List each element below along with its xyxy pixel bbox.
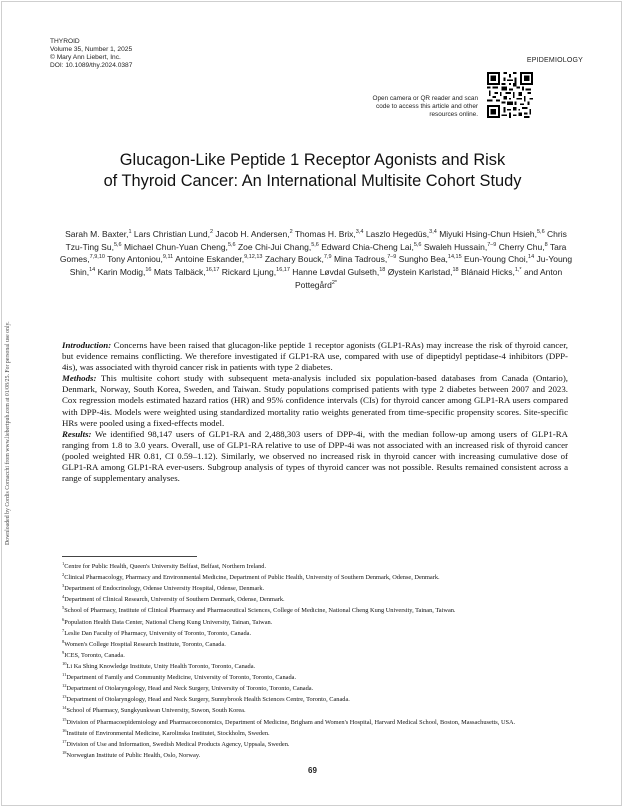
author-name: Miyuki Hsing-Chun Hsieh, (439, 228, 537, 239)
affiliation-item (62, 704, 570, 715)
author (222, 267, 290, 277)
affiliation-text: Division of Use and Information, Swedish Medical Products Agency, Uppsala, Sweden. (66, 740, 290, 748)
affiliation-text: Department of Clinical Research, University of Southern Denmark, Odense, Denmark. (64, 596, 285, 604)
author-affiliation-ref: 1,* (514, 267, 522, 274)
author (464, 254, 534, 264)
title-line-1: Glucagon-Like Peptide 1 Receptor Agonists and Risk (119, 151, 506, 169)
author-affiliation-ref: 5,6 (113, 241, 122, 248)
author-name: Laszlo Hegedüs, (365, 228, 430, 239)
author-affiliation-ref: 2* (331, 280, 338, 287)
affiliation-item (62, 727, 570, 738)
affiliation-item (62, 738, 570, 749)
affiliation-number: 7 (62, 627, 65, 633)
author-name: Zoe Chi-Jui Chang, (237, 241, 312, 252)
author (321, 242, 421, 252)
affiliation-number: 11 (62, 672, 67, 678)
author (107, 254, 173, 264)
affiliation-number: 9 (62, 649, 65, 655)
abstract-methods (62, 373, 568, 428)
author-name: Rickard Ljung, (221, 267, 277, 278)
results-text: We identified 98,147 users of GLP1-RA and 2,488,303 users of DPP-4i, with the median follow-up among users of GLP1-RA ranging from 1.8 to 3.0 years. Overall, use of GLP1-RA relative to use of DPP-4i was not associated with an increased risk of thyroid cancer (pooled weighted HR 0.81, CI 0.59–1.12). Similarly, we observed no increased risk in thyroid cancer with increasing cumulative dose of GLP1-RA among GLP1-RA ever-users. Subgroup analysis of types of thyroid cancer was not possible. Results remained consistent across a range of supplementary analyses. (62, 428, 568, 484)
affiliation-item (62, 560, 570, 571)
download-note: Downloaded by Cordis Cornacchi from www.liebertpub.com at 01/08/25. For personal use only. (5, 321, 11, 545)
author-affiliation-ref: 14 (528, 254, 535, 261)
author (424, 242, 497, 252)
abstract-results (62, 429, 568, 484)
affiliation-number: 10 (62, 660, 67, 666)
author-name: Karin Modig, (97, 267, 146, 278)
abstract-introduction (62, 340, 568, 373)
author-affiliation-ref: 2 (209, 229, 214, 235)
author (366, 229, 437, 239)
author-name: Hanne Løvdal Gulseth, (292, 267, 380, 278)
author-name: Tony Antoniou, (107, 254, 163, 265)
affiliation-text: Women's College Hospital Research Institute, Toronto, Canada. (64, 640, 226, 648)
author-name: Øystein Karlstad, (387, 267, 453, 278)
affiliation-item (62, 693, 570, 704)
author-affiliation-ref: 16 (145, 267, 152, 274)
author (238, 242, 319, 252)
author-affiliation-ref: 18 (452, 267, 459, 274)
affiliation-text: Centre for Public Health, Queen's University Belfast, Belfast, Northern Ireland. (64, 563, 267, 571)
author-name: Blánaid Hicks, (460, 267, 515, 278)
author-affiliation-ref: 5,6 (536, 229, 545, 235)
author-name: Mats Talbäck, (153, 267, 206, 278)
author-affiliation-ref: 7–9 (387, 254, 397, 261)
author-affiliation-ref: 1 (128, 229, 132, 235)
author (154, 267, 220, 277)
affiliation-number: 8 (62, 638, 65, 644)
affiliation-text: Department of Otolaryngology, Head and Neck Surgery, University of Toronto, Toronto, Canada. (66, 685, 314, 693)
author-name: Tara Gomes, (59, 241, 567, 265)
affiliation-number: 17 (62, 738, 67, 744)
affiliation-number: 14 (62, 705, 67, 711)
affiliation-text: Clinical Pharmacology, Pharmacy and Environmental Medicine, Department of Public Health, University of Southern Denmark, Odense, Denmark. (64, 574, 440, 582)
page-number: 69 (308, 766, 317, 775)
affiliation-number: 4 (62, 594, 65, 600)
author-affiliation-ref: 14 (89, 267, 96, 274)
author-name: and Anton Pottegård (294, 267, 563, 291)
title-line-2: of Thyroid Cancer: An International Multisite Cohort Study (103, 172, 522, 190)
footnote-rule (62, 556, 197, 557)
journal-name: THYROID (50, 38, 80, 45)
affiliation-text: Norwegian Institute of Public Health, Oslo, Norway. (66, 751, 201, 759)
author-affiliation-ref: 3,4 (429, 229, 437, 235)
introduction-label: Introduction: (62, 340, 112, 350)
author (295, 229, 364, 239)
affiliation-item (62, 582, 570, 593)
author-affiliation-ref: 14,15 (447, 254, 462, 261)
author (499, 242, 548, 252)
qr-caption: Open camera or QR reader and scan code to access this article and other resources online. (372, 95, 478, 119)
affiliation-text: Department of Endocrinology, Odense University Hospital, Odense, Denmark. (64, 585, 265, 593)
author-affiliation-ref: 7–9 (487, 241, 497, 248)
author (65, 229, 131, 239)
author-name: Edward Chia-Cheng Lai, (321, 241, 414, 252)
author (439, 229, 544, 239)
article-title (40, 150, 585, 192)
affiliation-item (62, 616, 570, 627)
affiliation-text: ICES, Toronto, Canada. (64, 651, 125, 659)
methods-text: This multisite cohort study with subsequent meta-analysis included six population-based databases from Canada (Ontario), Denmark, Norway, South Korea, Sweden, and Taiwan. Study populations comprised patients with type 2 diabetes between 2007 and 2023. Cox regression models estimated hazard ratios (HR) and 95% confidence intervals (CIs) for thyroid cancer among GLP1-RA users compared with DPP-4is. Models were weighted using standardized mortality ratio weights generated from time-specific propensity scores. Site-specific HRs were pooled using a fixed-effects model. (62, 373, 568, 428)
author-affiliation-ref: 5,6 (413, 241, 422, 248)
methods-label: Methods: (62, 373, 97, 384)
author (124, 242, 236, 252)
affiliation-text: Population Health Data Center, National Cheng Kung University, Tainan, Taiwan. (64, 618, 273, 626)
affiliation-text: Department of Family and Community Medicine, University of Toronto, Toronto, Canada. (66, 674, 297, 682)
author-affiliation-ref: 2 (289, 229, 293, 235)
author (98, 267, 152, 277)
affiliation-number: 6 (62, 616, 65, 622)
affiliation-text: Li Ka Shing Knowledge Institute, Unity Health Toronto, Toronto, Canada. (66, 663, 256, 671)
affiliation-number: 5 (62, 605, 65, 611)
author-affiliation-ref: 3,4 (355, 229, 364, 235)
author-name: Zachary Bouck, (264, 254, 324, 265)
author-name: Ju-Young Shin, (69, 254, 573, 278)
introduction-text: Concerns have been raised that glucagon-like peptide 1 receptor agonists (GLP1-RAs) may increase the risk of thyroid cancer, but evidence remains conflicting. We therefore investigated if GLP1-RA use, compared with use of dipeptidyl peptidase-4 inhibitors (DPP-4is), was associated with thyroid cancer risk in patients with type 2 diabetes. (62, 340, 568, 373)
affiliation-list (62, 560, 570, 760)
journal-doi[interactable]: DOI: 10.1089/thy.2024.0387 (50, 62, 133, 69)
affiliation-number: 3 (62, 583, 65, 589)
affiliation-item (62, 571, 570, 582)
author-name: Lars Christian Lund, (133, 228, 210, 239)
author-affiliation-ref: 8 (544, 241, 548, 248)
affiliation-number: 13 (62, 694, 67, 700)
affiliation-item (62, 649, 570, 660)
affiliation-number: 15 (62, 716, 67, 722)
author-name: Michael Chun-Yuan Cheng, (123, 241, 228, 252)
author-name: Eun-Young Choi, (464, 254, 529, 265)
affiliation-text: School of Pharmacy, Sungkyunkwan University, Suwon, South Korea. (66, 707, 246, 715)
author-name: Sarah M. Baxter, (65, 228, 129, 239)
affiliation-text: Institute of Environmental Medicine, Karolinska Institutet, Stockholm, Sweden. (66, 729, 270, 737)
author-affiliation-ref: 16,17 (276, 267, 290, 274)
author (399, 254, 462, 264)
author (175, 254, 262, 264)
journal-volume: Volume 35, Number 1, 2025 (50, 46, 133, 53)
author-affiliation-ref: 9,12,13 (244, 254, 263, 261)
author (215, 229, 292, 239)
journal-copyright: © Mary Ann Liebert, Inc. (50, 54, 121, 61)
affiliation-item (62, 638, 570, 649)
author-name: Jacob H. Andersen, (215, 228, 290, 239)
author-affiliation-ref: 9,11 (162, 254, 174, 261)
affiliation-item (62, 627, 570, 638)
affiliation-item (62, 671, 570, 682)
section-label: EPIDEMIOLOGY (526, 57, 583, 64)
affiliation-number: 1 (62, 561, 65, 566)
author-affiliation-ref: 5,6 (311, 241, 319, 248)
author (265, 254, 332, 264)
affiliation-text: Department of Otolaryngology, Head and Neck Surgery, Sunnybrook Health Sciences Centre, Toronto, Canada. (66, 696, 350, 704)
affiliation-item (62, 716, 570, 727)
results-label: Results: (62, 428, 92, 439)
affiliation-number: 12 (62, 683, 67, 689)
affiliation-number: 16 (62, 727, 67, 733)
journal-header (50, 38, 132, 70)
affiliation-item (62, 749, 570, 760)
abstract (62, 340, 568, 484)
affiliation-item (62, 604, 570, 615)
affiliation-text: Division of Pharmacoepidemiology and Pharmacoeconomics, Department of Medicine, Brigham and Women's Hospital, Harvard Medical School, Boston, Massachusetts, USA. (66, 718, 516, 726)
author (292, 267, 385, 277)
author-name: Chris Tzu-Ting Su, (65, 228, 567, 252)
author (134, 229, 213, 239)
author-name: Cherry Chu, (498, 241, 545, 252)
affiliation-number: 18 (62, 749, 67, 755)
author-affiliation-ref: 7,9 (323, 254, 332, 261)
author (461, 267, 522, 277)
author-name: Sungho Bea, (398, 254, 448, 265)
affiliation-text: Leslie Dan Faculty of Pharmacy, University of Toronto, Toronto, Canada. (64, 629, 252, 637)
author-name: Mina Tadrous, (333, 254, 388, 265)
affiliation-item (62, 682, 570, 693)
author-name: Swaleh Hussain, (423, 241, 488, 252)
author-affiliation-ref: 7,9,10 (89, 254, 105, 261)
author-name: Thomas H. Brix, (294, 228, 356, 239)
author (334, 254, 396, 264)
affiliation-number: 2 (62, 572, 65, 578)
affiliation-item (62, 660, 570, 671)
author-affiliation-ref: 18 (379, 267, 386, 274)
affiliation-item (62, 593, 570, 604)
author-affiliation-ref: 16,17 (205, 267, 220, 274)
author-affiliation-ref: 5,6 (227, 241, 236, 248)
affiliation-text: School of Pharmacy, Institute of Clinical Pharmacy and Pharmaceutical Sciences, College of Medicine, National Cheng Kung University, Tainan, Taiwan. (64, 607, 456, 615)
author-name: Antoine Eskander, (175, 254, 245, 265)
author (388, 267, 459, 277)
author-list (56, 227, 576, 291)
qr-code-icon[interactable] (487, 72, 533, 118)
